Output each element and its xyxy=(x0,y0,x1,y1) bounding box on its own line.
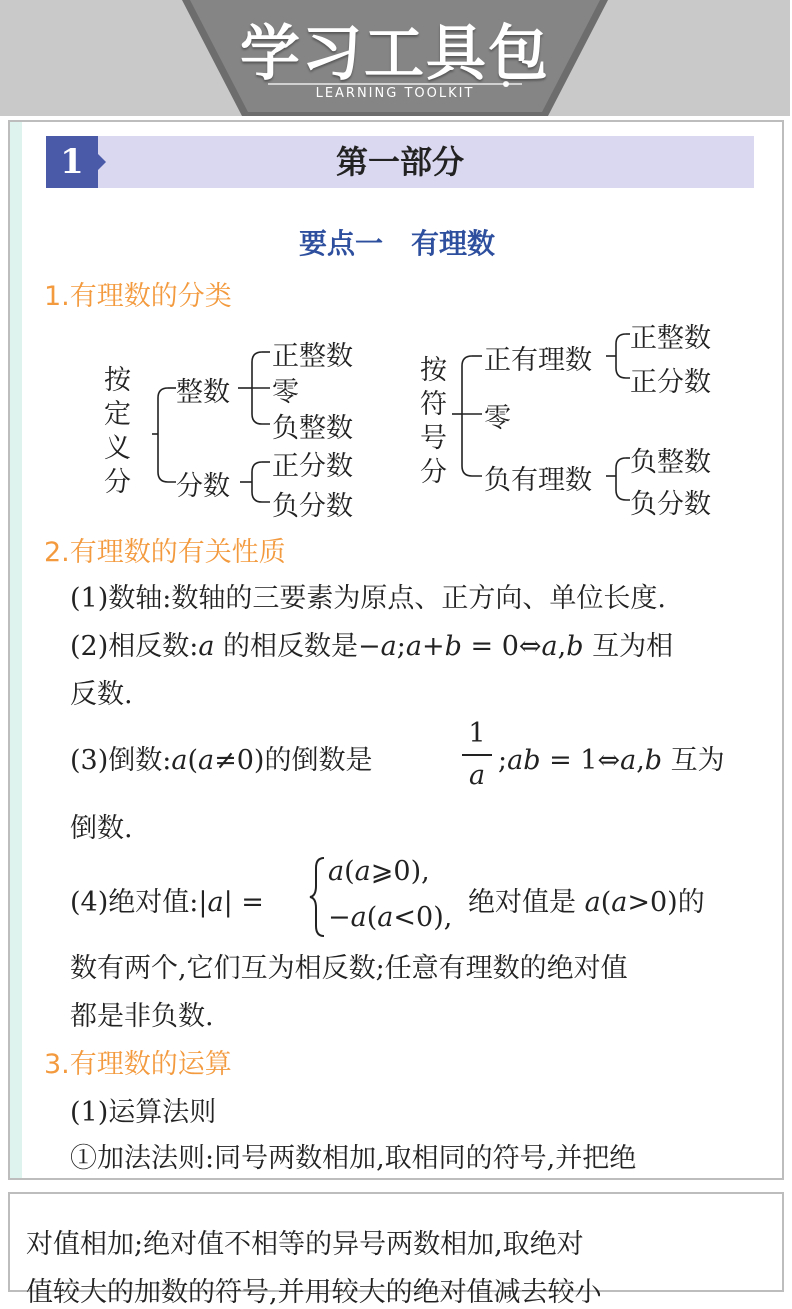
tree-def-pos-int: 正整数 xyxy=(272,341,353,372)
text: ; xyxy=(396,631,406,662)
text: , xyxy=(636,745,645,776)
var: a xyxy=(350,902,367,933)
tree-def-neg-frac: 负分数 xyxy=(272,491,353,522)
tree-sign-pos-rational: 正有理数 xyxy=(484,345,592,376)
tree-sign-root-char: 分 xyxy=(420,457,447,488)
var: a xyxy=(354,856,371,887)
text: ( xyxy=(600,887,612,918)
heading-properties: 2.有理数的有关性质 xyxy=(44,537,286,568)
tree-def-fraction: 分数 xyxy=(176,471,230,502)
op-rules: (1)运算法则 xyxy=(70,1097,217,1128)
text: , xyxy=(557,631,567,662)
tree-def-pos-frac: 正分数 xyxy=(272,451,353,482)
var: a xyxy=(207,887,224,918)
tree-sign-neg-int: 负整数 xyxy=(630,447,711,478)
var: b xyxy=(644,745,663,776)
fraction-denominator: a xyxy=(468,760,486,791)
content-card xyxy=(8,120,784,1180)
heading-classification: 1.有理数的分类 xyxy=(44,281,232,312)
prop-number-line: (1)数轴:数轴的三要素为原点、正方向、单位长度. xyxy=(70,583,666,614)
text: 互为 xyxy=(662,745,725,776)
next-card-line2: 值较大的加数的符号,并用较大的绝对值减去较小 xyxy=(26,1277,602,1308)
tree-def-root xyxy=(104,364,134,500)
var: a xyxy=(620,745,637,776)
tree-def-integer: 整数 xyxy=(176,377,230,408)
text: + xyxy=(422,631,445,662)
text: (4)绝对值:| xyxy=(70,887,208,918)
text: = 1⇔ xyxy=(540,745,621,776)
section-title: 第一部分 xyxy=(335,143,464,181)
text: <0), xyxy=(393,902,453,933)
heading-operations: 3.有理数的运算 xyxy=(44,1049,232,1080)
var: a xyxy=(380,631,397,662)
var: b xyxy=(444,631,462,662)
case-negative xyxy=(328,902,452,933)
text: ⩾0), xyxy=(370,856,430,887)
var: a xyxy=(377,902,394,933)
text: (2)相反数: xyxy=(70,631,199,662)
fraction-bar xyxy=(462,754,492,756)
op-addition-rule: ①加法法则:同号两数相加,取相同的符号,并把绝 xyxy=(70,1143,637,1174)
header-subtitle: LEARNING TOOLKIT xyxy=(315,86,475,101)
text: ≠0)的倒数是 xyxy=(214,745,373,776)
var: a xyxy=(171,745,188,776)
tree-sign-root-char: 号 xyxy=(420,423,447,454)
tree-def-root-char: 定 xyxy=(104,399,131,430)
prop-absolute-cont1: 数有两个,它们互为相反数;任意有理数的绝对值 xyxy=(70,953,628,984)
var: a xyxy=(611,887,628,918)
text: | = xyxy=(223,887,264,918)
var: a xyxy=(541,631,558,662)
tree-def-neg-int: 负整数 xyxy=(272,413,353,444)
tree-sign-pos-int: 正整数 xyxy=(630,323,711,354)
fraction-numerator: 1 xyxy=(468,718,486,749)
text: ; xyxy=(498,745,508,776)
var: a xyxy=(198,745,215,776)
toolkit-header xyxy=(0,0,790,116)
text: ( xyxy=(187,745,198,776)
text: 互为相 xyxy=(583,631,674,662)
tree-def-root-char: 义 xyxy=(104,433,131,464)
prop-absolute xyxy=(70,880,264,919)
text: ( xyxy=(366,902,378,933)
text: = 0⇔ xyxy=(461,631,542,662)
tree-def-root-char: 分 xyxy=(104,467,131,498)
var: a xyxy=(198,631,215,662)
var: b xyxy=(566,631,584,662)
text: 的相反数是− xyxy=(214,631,381,662)
next-card-line1: 对值相加;绝对值不相等的异号两数相加,取绝对 xyxy=(26,1229,584,1260)
prop-reciprocal-rest xyxy=(498,738,725,777)
tree-def-zero: 零 xyxy=(272,377,299,408)
tree-sign-root-char: 符 xyxy=(420,389,447,420)
tree-sign-zero: 零 xyxy=(484,403,511,434)
case-positive xyxy=(328,856,430,887)
section-number: 1 xyxy=(46,136,98,188)
var: ab xyxy=(507,745,541,776)
point-title: 要点一 有理数 xyxy=(298,227,495,260)
prop-reciprocal xyxy=(70,738,372,777)
text: (3)倒数: xyxy=(70,745,172,776)
var: a xyxy=(584,887,601,918)
var: a xyxy=(328,856,345,887)
tree-sign-neg-rational: 负有理数 xyxy=(484,465,592,496)
next-page-card xyxy=(8,1192,784,1308)
tree-def-root-char: 按 xyxy=(104,365,131,396)
header-title: 学习工具包 xyxy=(240,19,550,89)
prop-reciprocal-cont: 倒数. xyxy=(70,813,133,844)
prop-absolute-rest xyxy=(468,880,705,919)
tree-sign-neg-frac: 负分数 xyxy=(630,489,711,520)
text: ( xyxy=(344,856,355,887)
text: 绝对值是 xyxy=(468,887,585,918)
cases-brace xyxy=(308,856,328,938)
prop-opposite-cont: 反数. xyxy=(70,679,133,710)
tree-sign-root-char: 按 xyxy=(420,355,447,386)
tree-sign-pos-frac: 正分数 xyxy=(630,367,711,398)
var: a xyxy=(405,631,422,662)
prop-absolute-cont2: 都是非负数. xyxy=(70,1001,214,1032)
tree-sign-root xyxy=(420,354,450,490)
prop-opposite xyxy=(70,624,673,663)
text: − xyxy=(328,902,351,933)
text: >0)的 xyxy=(627,887,705,918)
